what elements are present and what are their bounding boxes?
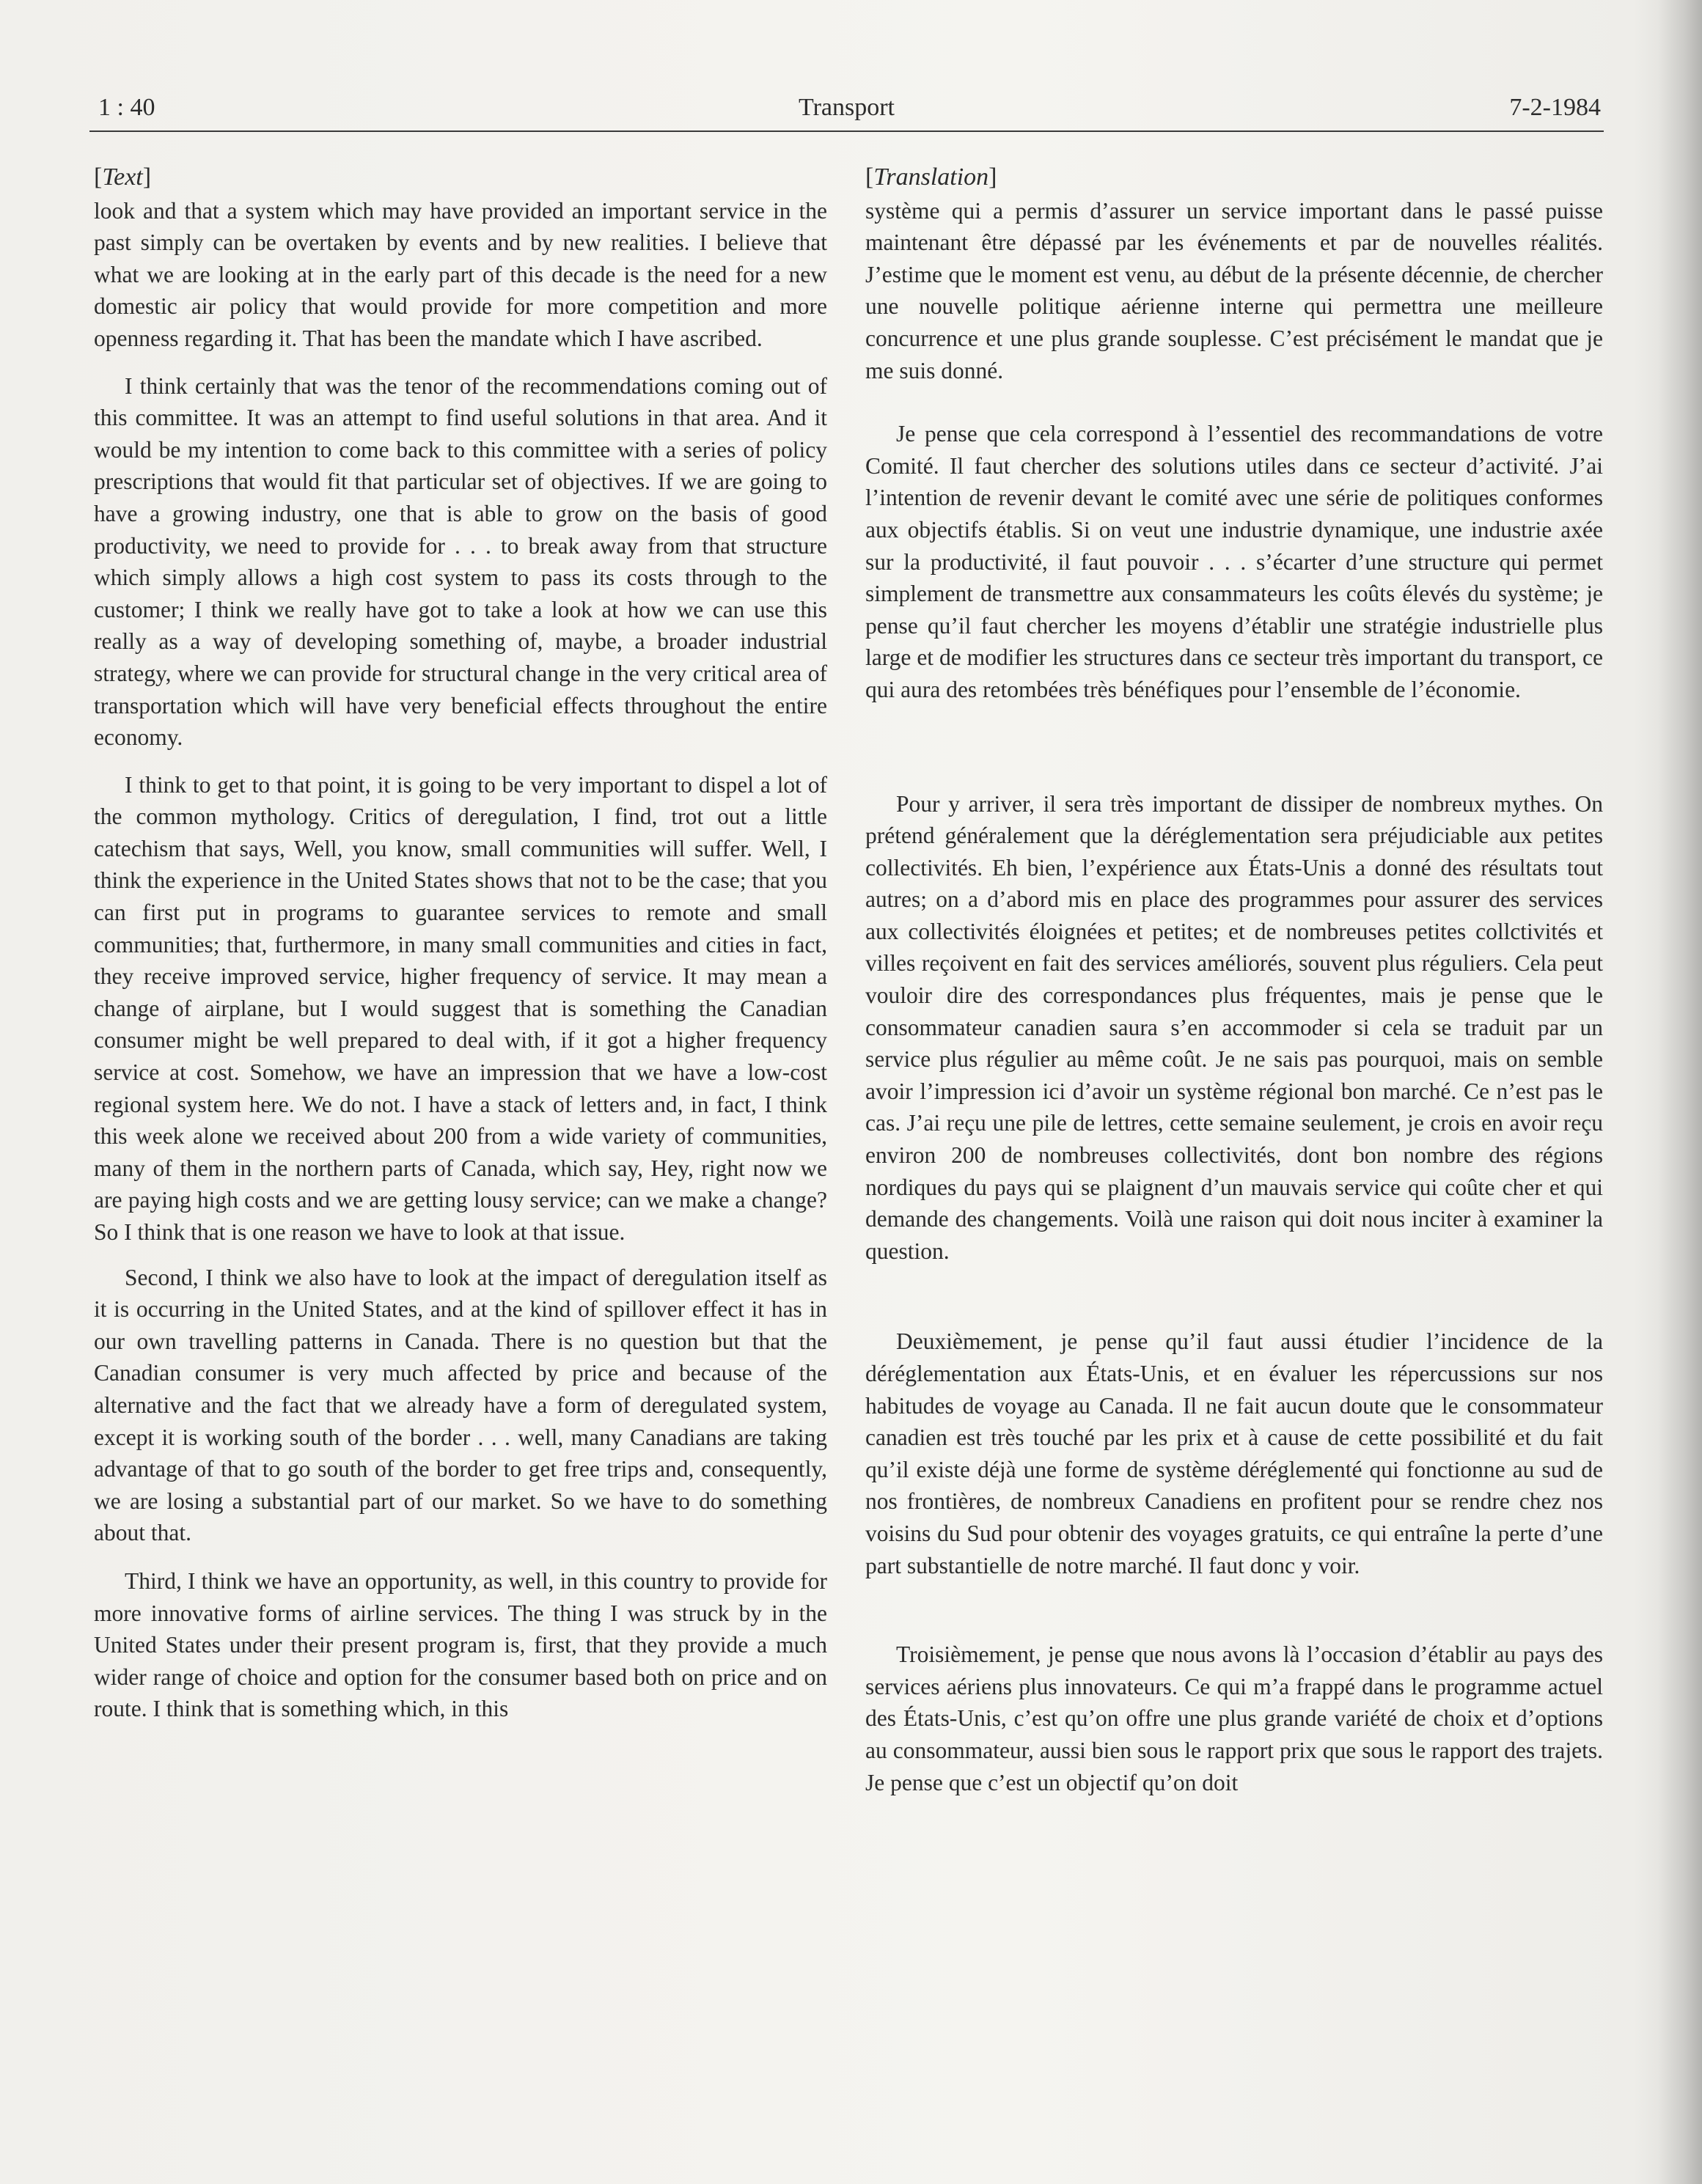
page-number: 1 : 40 bbox=[98, 94, 155, 121]
header-date: 7-2-1984 bbox=[1509, 94, 1601, 121]
header-title: Transport bbox=[799, 94, 895, 121]
paragraph: Second, I think we also have to look at the impact of deregulation itself as it is occurring in the United States, and at the kind of spillover effect it has in our own travelling patterns in Canada. There is no question but that the Canadian consumer is very much affected by price and because of the alternative and the fact that we already have a form of deregulated system, except it is working south of the border . . . well, many Canadians are taking advantage of that to go south of the border to get free trips and, consequently, we are losing a substantial part of our market. So we have to do something about that. bbox=[94, 1264, 827, 1546]
running-header bbox=[89, 89, 1604, 132]
paragraph: look and that a system which may have provided an important service in the past simply can be overtaken by events and by new realities. I believe that what we are looking at in the early part of this decade is the need for a new domestic air policy that would provide for more competition and more openness regarding it. That has been the mandate which I have ascribed. bbox=[94, 197, 827, 351]
translation-tag: [Translation] bbox=[865, 163, 997, 191]
paragraph: système qui a permis d’assurer un service important dans le passé puisse maintenant être dépassé par les événements et par de nouvelles réalités. J’estime que le moment est venu, au début de la présente décennie, de chercher une nouvelle politique aérienne interne qui permettra une meilleure concurrence et une plus grande souplesse. C’est précisément le mandat que je me suis donné. bbox=[865, 197, 1603, 383]
paragraph: Troisièmement, je pense que nous avons là l’occasion d’établir au pays des services aériens plus innovateurs. Ce qui m’a frappé dans le programme actuel des États-Unis, c’est qu’on offre une plus grande variété de choix et d’options au consommateur, aussi bien sous le rapport prix que sous le rapport des trajets. Je pense que c’est un objectif qu’on doit bbox=[865, 1641, 1603, 1795]
paragraph: I think certainly that was the tenor of the recommendations coming out of this committee. It was an attempt to find useful solutions in that area. And it would be my intention to come back to this committee with a series of policy prescriptions that would fit that particular set of objectives. If we are going to have a growing industry, one that is able to grow on the basis of good productivity, we need to provide for . . . to break away from that structure which simply allows a high cost system to pass its costs through to the customer; I think we really have got to take a look at how we can use this really as a way of developing something of, maybe, a broader industrial strategy, where we can provide for structural change in the very critical area of transportation which will have very beneficial effects throughout the entire economy. bbox=[94, 372, 827, 751]
paragraph: Pour y arriver, il sera très important de dissiper de nombreux mythes. On prétend généralement que la déréglementation sera préjudiciable aux petites collectivités. Eh bien, l’expérience aux États-Unis a donné des résultats tout autres; on a d’abord mis en place des programmes pour assurer des services aux collectivités éloignées et petites; et de nombreuses petites collctivités et villes reçoivent en fait des services améliorés, souvent plus réguliers. Cela peut vouloir dire des correspondances plus fréquentes, mais je pense que le consommateur canadien saura s’en accommoder si cela se traduit par un service plus régulier au même coût. Je ne sais pas pourquoi, mais on semble avoir l’impression ici d’avoir un système régional bon marché. Ce n’est pas le cas. J’ai reçu une pile de lettres, cette semaine seulement, je crois en avoir reçu environ 200 de nombreuses collectivités, dont bon nombre des régions nordiques du pays qui se plaignent d’un mauvais service qui coûte cher et qui demande des changements. Voilà une raison qui doit nous inciter à examiner la question. bbox=[865, 790, 1603, 1264]
paragraph: Deuxièmement, je pense qu’il faut aussi étudier l’incidence de la déréglementation aux États-Unis, et en évaluer les répercussions sur nos habitudes de voyage au Canada. Il ne fait aucun doute que le consommateur canadien est très touché par les prix et à cause de cette possibilité et du fait qu’il existe déjà une forme de système déréglementé qui fonctionne au sud de nos frontières, de nombreux Canadiens en profitent pour se rendre chez nos voisins du Sud pour obtenir des voyages gratuits, ce qui entraîne la perte d’une part substantielle de notre marché. Il faut donc y voir. bbox=[865, 1328, 1603, 1578]
paragraph: I think to get to that point, it is going to be very important to dispel a lot of the common mythology. Critics of deregulation, I find, trot out a little catechism that says, Well, you know, small communities will suffer. Well, I think the experience in the United States shows that not to be the case; that you can first put in programs to guarantee services to remote and small communities; that, furthermore, in many small communities and cities in fact, they receive improved service, higher frequency of service. It may mean a change of airplane, but I would suggest that is something the Canadian consumer might be well prepared to deal with, if it got a higher frequency service at cost. Somehow, we have an impression that we have a low-cost regional system here. We do not. I have a stack of letters and, in fact, I think this week alone we received about 200 from a wide variety of communities, many of them in the northern parts of Canada, which say, Hey, right now we are paying high costs and we are getting lousy service; can we make a change? So I think that is one reason we have to look at that issue. bbox=[94, 771, 827, 1245]
text-tag: [Text] bbox=[94, 163, 152, 191]
english-column bbox=[94, 161, 827, 1746]
french-column bbox=[865, 161, 1603, 1830]
paragraph: Third, I think we have an opportunity, as well, in this country to provide for more innovative forms of airline services. The thing I was struck by in the United States under their present program is, first, that they provide a much wider range of choice and option for the consumer based both on price and on route. I think that is something which, in this bbox=[94, 1567, 827, 1722]
page-edge-shadow bbox=[1658, 0, 1702, 2184]
paragraph: Je pense que cela correspond à l’essentiel des recommandations de votre Comité. Il faut chercher des solutions utiles dans ce secteur d’activité. J’ai l’intention de revenir devant le comité avec une série de politiques conformes aux objectifs établis. Si on veut une industrie dynamique, une industrie axée sur la productivité, il faut pouvoir . . . s’écarter d’une structure qui permet simplement de transmettre aux consammateurs les coûts élevés du système; je pense qu’il faut chercher les moyens d’établir une stratégie industrielle plus large et de modifier les structures dans ce secteur très important du transport, ce qui aura des retombées très bénéfiques pour l’ensemble de l’économie. bbox=[865, 421, 1603, 702]
